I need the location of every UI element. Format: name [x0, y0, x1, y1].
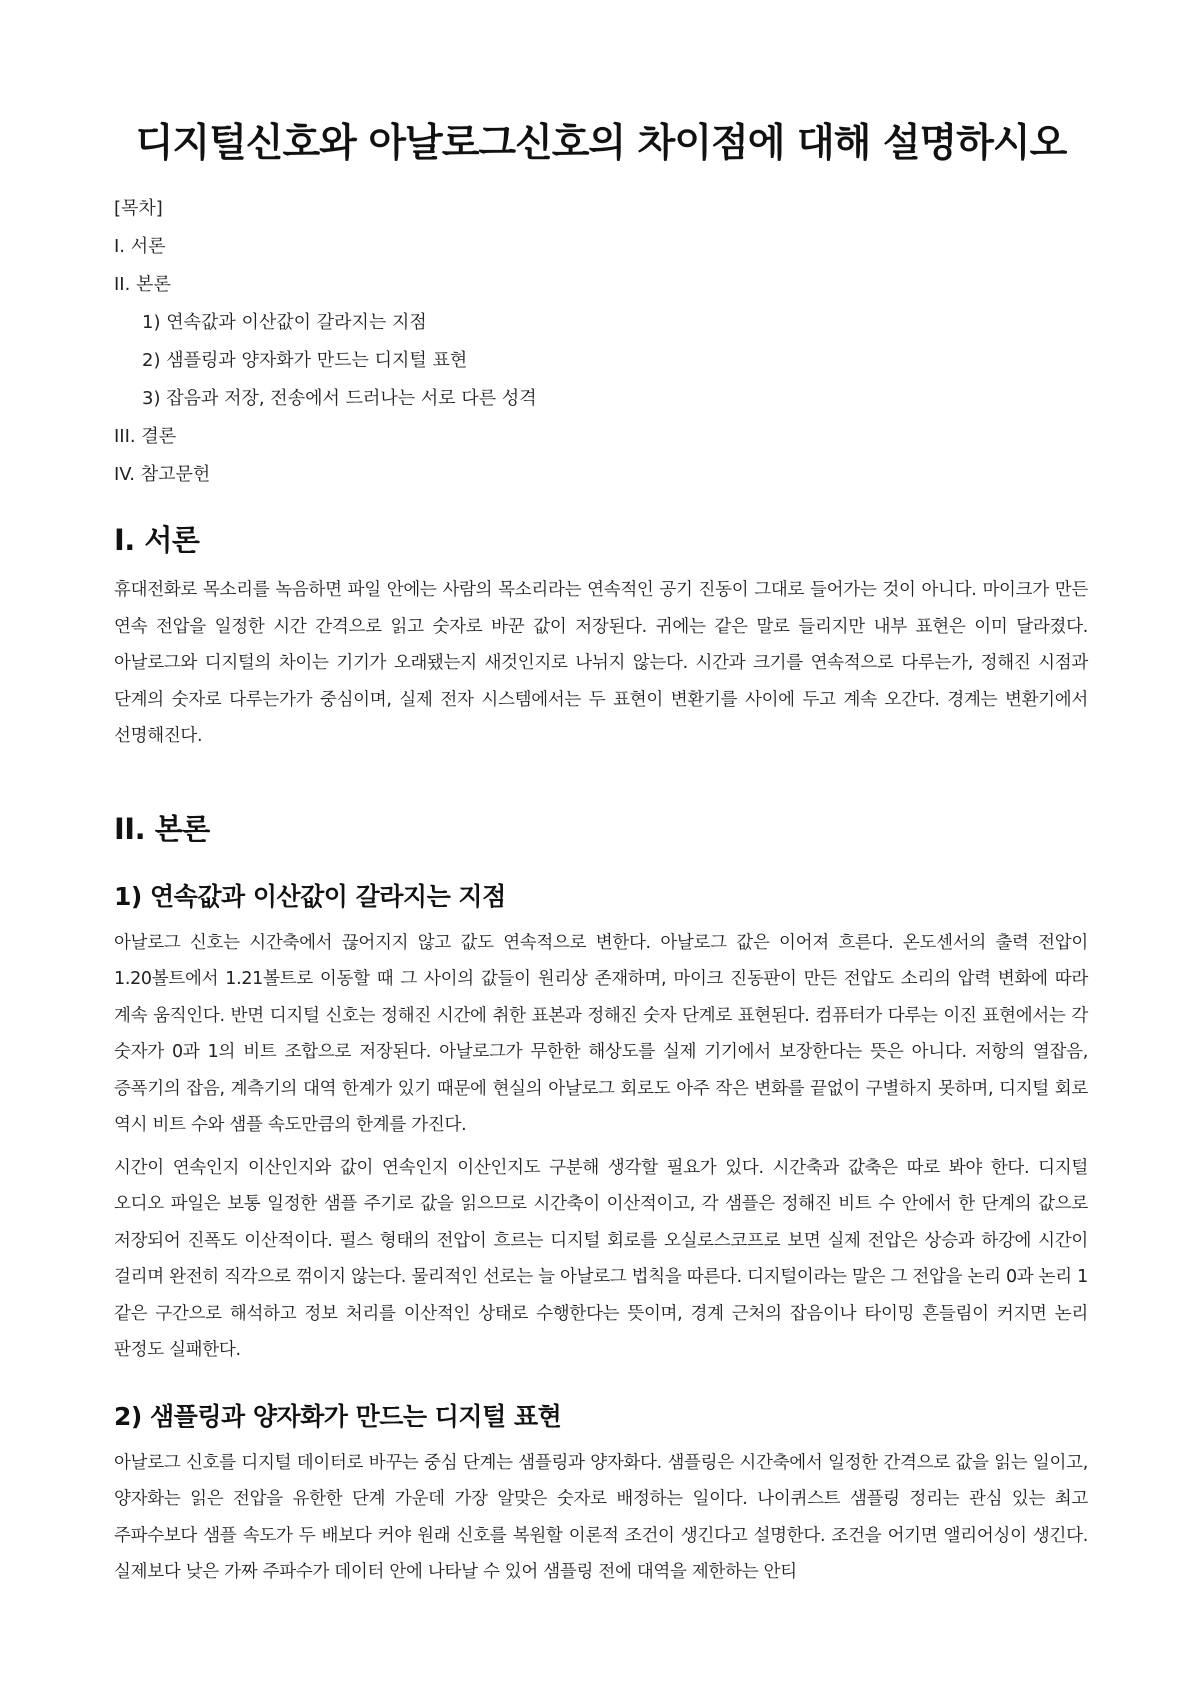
- toc-heading: [목차]: [114, 198, 163, 219]
- intro-paragraph: 휴대전화로 목소리를 녹음하면 파일 안에는 사람의 목소리라는 연속적인 공기 진동이 그대로 들어가는 것이 아니다. 마이크가 만든 연속 전압을 일정한 시간 간격으로 읽고 숫자로 바꾼 값이 저장된다. 귀에는 같은 말로 들리지만 내부 표현은 이미 달라졌다. 아날로그와 디지털의 차이는 기기가 오래됐는지 새것인지로 나뉘지 않는다. 시간과 크기를 연속적으로 다루는가, 정해진 시점과 단계의 숫자로 다루는가가 중심이며, 실제 전자 시스템에서는 두 표현이 변환기를 사이에 두고 계속 오간다. 경계는 변환기에서 선명해진다.: [114, 580, 1088, 746]
- section-spacer: [114, 761, 1088, 783]
- toc-item: II. 본론: [114, 274, 171, 295]
- table-of-contents: [114, 190, 1088, 494]
- intro-heading: I. 서론: [114, 523, 200, 557]
- toc-subitem: 3) 잡음과 저장, 전송에서 드러나는 서로 다른 성격: [142, 388, 537, 409]
- document-title: 디지털신호와 아날로그신호의 차이점에 대해 설명하시오: [135, 121, 1067, 166]
- toc-subitem: 2) 샘플링과 양자화가 만드는 디지털 표현: [142, 350, 468, 371]
- toc-subitem: 1) 연속값과 이산값이 갈라지는 지점: [142, 312, 427, 333]
- body-heading: II. 본론: [114, 811, 210, 846]
- section1-paragraph-1: 아날로그 신호는 시간축에서 끊어지지 않고 값도 연속적으로 변한다. 아날로그 값은 이어져 흐른다. 온도센서의 출력 전압이 1.20볼트에서 1.21볼트로 이동할 때 그 사이의 값들이 원리상 존재하며, 마이크 진동판이 만든 전압도 소리의 압력 변화에 따라 계속 움직인다. 반면 디지털 신호는 정해진 시간에 취한 표본과 정해진 숫자 단계로 표현된다. 컴퓨터가 다루는 이진 표현에서는 각 숫자가 0과 1의 비트 조합으로 저장된다. 아날로그가 무한한 해상도를 실제 기기에서 보장한다는 뜻은 아니다. 저항의 열잡음, 증폭기의 잡음, 계측기의 대역 한계가 있기 때문에 현실의 아날로그 회로도 아주 작은 변화를 끝없이 구별하지 못하며, 디지털 회로 역시 비트 수와 샘플 속도만큼의 한계를 가진다.: [114, 932, 1088, 1135]
- section1-paragraph-2: 시간이 연속인지 이산인지와 값이 연속인지 이산인지도 구분해 생각할 필요가 있다. 시간축과 값축은 따로 봐야 한다. 디지털 오디오 파일은 보통 일정한 샘플 주기로 값을 읽으므로 시간축이 이산적이고, 각 샘플은 정해진 비트 수 안에서 한 단계의 값으로 저장되어 진폭도 이산적이다. 펄스 형태의 전압이 흐르는 디지털 회로를 오실로스코프로 보면 실제 전압은 상승과 하강에 시간이 걸리며 완전히 직각으로 꺾이지 않는다. 물리적인 선로는 늘 아날로그 법칙을 따른다. 디지털이라는 말은 그 전압을 논리 0과 논리 1 같은 구간으로 해석하고 정보 처리를 이산적인 상태로 수행한다는 뜻이며, 경계 근처의 잡음이나 타이밍 흔들림이 커지면 논리 판정도 실패한다.: [114, 1157, 1088, 1360]
- section1-heading: 1) 연속값과 이산값이 갈라지는 지점: [114, 881, 506, 911]
- toc-item: I. 서론: [114, 236, 166, 257]
- section2-paragraph-1: 아날로그 신호를 디지털 데이터로 바꾸는 중심 단계는 샘플링과 양자화다. 샘플링은 시간축에서 일정한 간격으로 값을 읽는 일이고, 양자화는 읽은 전압을 유한한 단계 가운데 가장 알맞은 숫자로 배정하는 일이다. 나이퀴스트 샘플링 정리는 관심 있는 최고 주파수보다 샘플 속도가 두 배보다 커야 원래 신호를 복원할 이론적 조건이 생긴다고 설명한다. 조건을 어기면 앨리어싱이 생긴다. 실제보다 낮은 가짜 주파수가 데이터 안에 나타날 수 있어 샘플링 전에 대역을 제한하는 안티: [114, 1452, 1088, 1582]
- toc-item: III. 결론: [114, 426, 177, 447]
- toc-item: IV. 참고문헌: [114, 464, 211, 485]
- section2-heading: 2) 샘플링과 양자화가 만드는 디지털 표현: [114, 1401, 562, 1431]
